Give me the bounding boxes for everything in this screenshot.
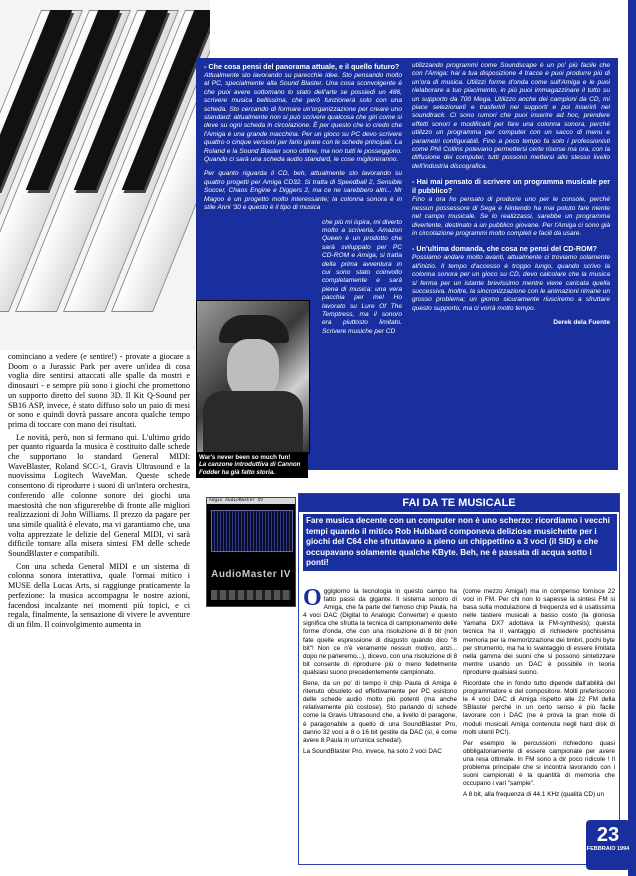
sidebar-title: FAI DA TE MUSICALE: [299, 494, 619, 512]
article-paragraph: Le novità, però, non si fermano qui. L'ultimo grido per quanto riguarda la musica è costituito dalle schede che supportano lo standard General MIDI: WaveBlaster, Roland SCC-1, Gravis Ultrasound e la nuovissima Logitech WaveMan. Queste schede consentono di riprodurre i suoni di un'intera orchestra, conferendo alle colonne sonore dei giochi una maestosità che non sfigurerebbe di fronte alle migliori realizzazioni di John Williams. Il prezzo da pagare per una simile qualità è elevato, ma vi garantiamo che, una volta apprezzate le delizie del General MIDI, vi sarà difficile tornare alla misera sintesi FM delle schede SoundBlaster e compatibili.: [8, 432, 190, 559]
answer-1: Attualmente sto lavorando su parecchie idee. Sto pensando molto al PC, specialmente alla Sound Blaster. Una cosa sconvolgente è che puoi avere sottomano lo stato dell'arte se possiedi un 486, scrivere musica bellissima, che però funzionerà solo con una scheda. Sto cercando di formare un'organizzazione per creare uno standard: attualmente non si può scrivere qualcosa che giri come si deve su ogni scheda in circolazione. È per questo che io credo che l'Amiga è una grande macchina. Per un gioco su PC devo scrivere quattro o cinque versioni per farlo girare con le schede principali. La Roland e la Sound Blaster sono ottime, ma non tutti le posseggono. Quando ci sarà una scheda audio standard, le cose miglioreranno.: [204, 72, 402, 164]
answer-3: Possiamo andare molto avanti, attualmente ci troviamo solamente all'inizio. Il tempo d'accesso è troppo lungo, quando scrivo la colonna sonora per un gioco su CD, devo calcolare che la musica si ferma per un istante brevissimo mentre viene caricata quella successiva. Inoltre, la sincronizzazione con le animazioni rimane un grosso problema; un giorno sicuramente riusciremo a sfruttare questo supporto, ma ci vorrà molto tempo.: [412, 254, 610, 312]
article-paragraph: Con una scheda General MIDI e un sistema di colonna sonora interattiva, quale l'ormai mitico i MUSE della Lucas Arts, si raggiunge praticamente la perfezione: la musica accompagna le nostre azioni, facendosi incalzante nei momenti più topici, e ci regala, finalmente, la sensazione di vivere le avventure di un film. Il coinvolgimento aumenta in: [8, 561, 190, 629]
question-1: - Che cosa pensi del panorama attuale, e il quello futuro?: [204, 62, 400, 71]
sidebar-paragraph: La SoundBlaster Pro, invece, ha solo 2 voci DAC: [303, 747, 442, 755]
article-left-column: [8, 352, 190, 633]
control-strip: [211, 590, 291, 600]
sidebar-column-left: [303, 585, 457, 759]
sidebar-column-right: [463, 588, 615, 802]
waveform-display: [211, 510, 293, 552]
sidebar-paragraph: (come mezzo Amiga!) ma in compenso fornisce 22 voci in FM. Per chi non lo sapesse la sintesi FM si basa sulla modulazione di frequenza ed è usatissima nelle tastiere musicali a basso costo (la gloriosa Yamaha DX7 adottava la FM-synthesis); questa tecnica ha il vantaggio di richiedere pochissima memoria per la memorizzazione dei timbri, pochi byte per strumento, ma ha lo svantaggio di essere limitata nella gamma dei suoni che si possono sintetizzare mentre usando un DAC è possibile in teoria riprodurre qualsiasi suono.: [463, 588, 615, 676]
sidebar-intro: Fare musica decente con un computer non è uno scherzo: ricordiamo i vecchi tempi quando il mitico Rob Hubbard componeva deliziose musichette per i giochi del C64 che sfruttavano a pieno un chippettino a 3 voci (il SID) e che occupavano solamente qualche KByte. Beh, ne è passata di acqua sotto i ponti!: [303, 514, 617, 571]
answer-1b: Per quanto riguarda il CD, beh, attualmente sto lavorando su quattro progetti per Amiga CD32. Si tratta di Speedball 2, Sensible Soccer, Chaos Engine e Diggers 2, ma ce ne sarebbero altri... Mr Magoo è un progetto molto interessante; la colonna sonora è in stile Anni '30 e questo è il tipo di musica: [204, 170, 402, 212]
screenshot-titlebar: Aegis AudioMaster IV: [207, 498, 295, 504]
answer-1d: utilizzando programmi come Soundscape è un po' più facile che con l'Amiga: hai a tua disposizione 4 tracce e puoi produrre più di un'ora di musica. Utilizzi forme d'onda come sull'Amiga e le puoi rielaborare a tuo piacimento, in più puoi immagazzinare il tutto su un supporto da 700 Mega. Utilizzo anche dei campioni da CD, mi piace selezionarli e trasferirli nei supporti e poi inserirli nel soundtrack. Ci sono rumori che puoi inserire ad hoc, prendere effetti sonori e modificarli per fare una colonna sonora, perché utilizzo un programma per computer con un sacco di menu e parametri configurabili. Fino a poco tempo fa solo i professionisti come Phil Collins potevano permettersi certe risorse ma ora, con la diffusione dei computer, tutti possono mettersi allo stesso livello dell'industria discografica.: [412, 62, 610, 170]
photo-caption: [196, 452, 308, 478]
sidebar-paragraph: Ricordate che in fondo tutto dipende dall'abilità del programmatore e del compositore. Molti preferiscono le 4 voci DAC di Amiga rispetto alle 22 FM della SBlaster perché in un certo senso è più facile lavorare con i DAC (ne è prova la gran mole di moduli musicali Amiga contenuta negli hard disk di molti utenti PC!).: [463, 680, 615, 736]
audiomaster-screenshot: [206, 497, 296, 607]
interview-column-right: [412, 62, 610, 328]
sidebar-paragraph: A 8 bit, alla frequenza di 44.1 KHz (qualità CD) un: [463, 791, 605, 799]
issue-date: FEBBRAIO 1994: [586, 846, 630, 852]
page-number-badge: [586, 820, 630, 870]
sidebar-paragraph: ggigiorno la tecnologia in questo campo ha fatto passi da gigante. Il sistema sonoro di Amiga, che fa parte del famoso chip Paula, ha 4 voci DAC (Digital to Analogic Converter) e questo significa che sfrutta la tecnica di campionamento delle forme d'onda, che con una risoluzione di 8 bit (non fate quelle espressione di disgusto quando dico "8 bit"! Non ce n'è veramente nessun motivo, anzi... dopo ne parleremo...), dicevo, con una risoluzione di 8 bit consente di riprodurre più o meno fedelmente qualsiasi suono precedentemente campionato.: [303, 588, 457, 676]
sidebar-paragraph: Bene, da un po' di tempo il chip Paula di Amiga è ritenuto obsoleto ed effettivamente per PC esistono delle schede audio molto più potenti (ma anche relativamente più costose). Sto parlando di schede come la Gravis Ultrasound che, a livello di paragone, è paragonabile a quello di una SoundBlaster Pro, danno 32 voci a 8 o 16 bit gestite da DAC (sì, è come avere 8 Paula in un'unica scheda!).: [303, 680, 457, 744]
photo-caption-line-2: La canzone introduttiva di Cannon Fodder ha già fatto storia.: [199, 461, 301, 476]
question-2: - Hai mai pensato di scrivere un programma musicale per il pubblico?: [412, 177, 610, 196]
screenshot-logo: AudioMaster IV: [211, 569, 291, 580]
soldier-photo: [196, 300, 310, 454]
answer-1c: che più mi ispira, mi diverto molto a scriverla. Amazon Queen è un prodotto che sarà sviluppato per PC CD-ROM e Amiga, si tratta della prima avventura in cui sono stato coinvolto completamente e sarà piena di musica: una vera pacchia per me! Ho lavorato su Lure Of The Temptress, ma il sonoro era piuttosto limitato. Scrivere musiche per CD: [322, 218, 402, 335]
answer-2: Fino a ora ho pensato di produrre uno per le console, perché nessun possessore di Sega e Nintendo ha mai potuto fare niente nel campo musicale. Se lo realizzassi, sarebbe un programma divertente, destinato a un pubblico giovane. Per l'Amiga ci sono già in circolazione programmi molto completi e facili da usare.: [412, 196, 610, 237]
article-paragraph: cominciano a vedere (e sentire!) - provate a giocare a Doom o a Jurassic Park per avere un'idea di cosa voglia dire sentirsi attaccati alle spalle da mostri e dinosauri - e sempre più sono i giochi che promettono un supporto diretto del suono 3D. Il Kit Q-Sound per SB16 ASP, invece, è stato diffuso solo un paio di mesi or sono e quindi dovrà passare ancora qualche tempo prima di toccare con mano dei risultati.: [8, 352, 190, 429]
sidebar-paragraph: Per esempio le percussioni richiedono quasi obbligatoriamente di essere campionate per avere una resa ottimale. In FM sono a dir poco ridicole ! Il problema principale che si incontra lavorando con i suoni campionati è la quantità di memoria che occupano i vari "sample".: [463, 739, 615, 788]
question-3: - Un'ultima domanda, che cosa ne pensi del CD-ROM?: [412, 244, 598, 254]
page-number: 23: [596, 824, 620, 846]
drop-cap: O: [303, 585, 322, 611]
edge-bar: [628, 0, 636, 876]
author-signature: Derek dela Fuente: [553, 319, 610, 327]
photo-caption-line-1: War's never been so much fun!: [199, 454, 291, 461]
piano-keys-illustration: [0, 0, 210, 350]
coat-shape: [203, 391, 303, 453]
sidebar-box: [298, 493, 620, 865]
face-shape: [227, 339, 279, 399]
